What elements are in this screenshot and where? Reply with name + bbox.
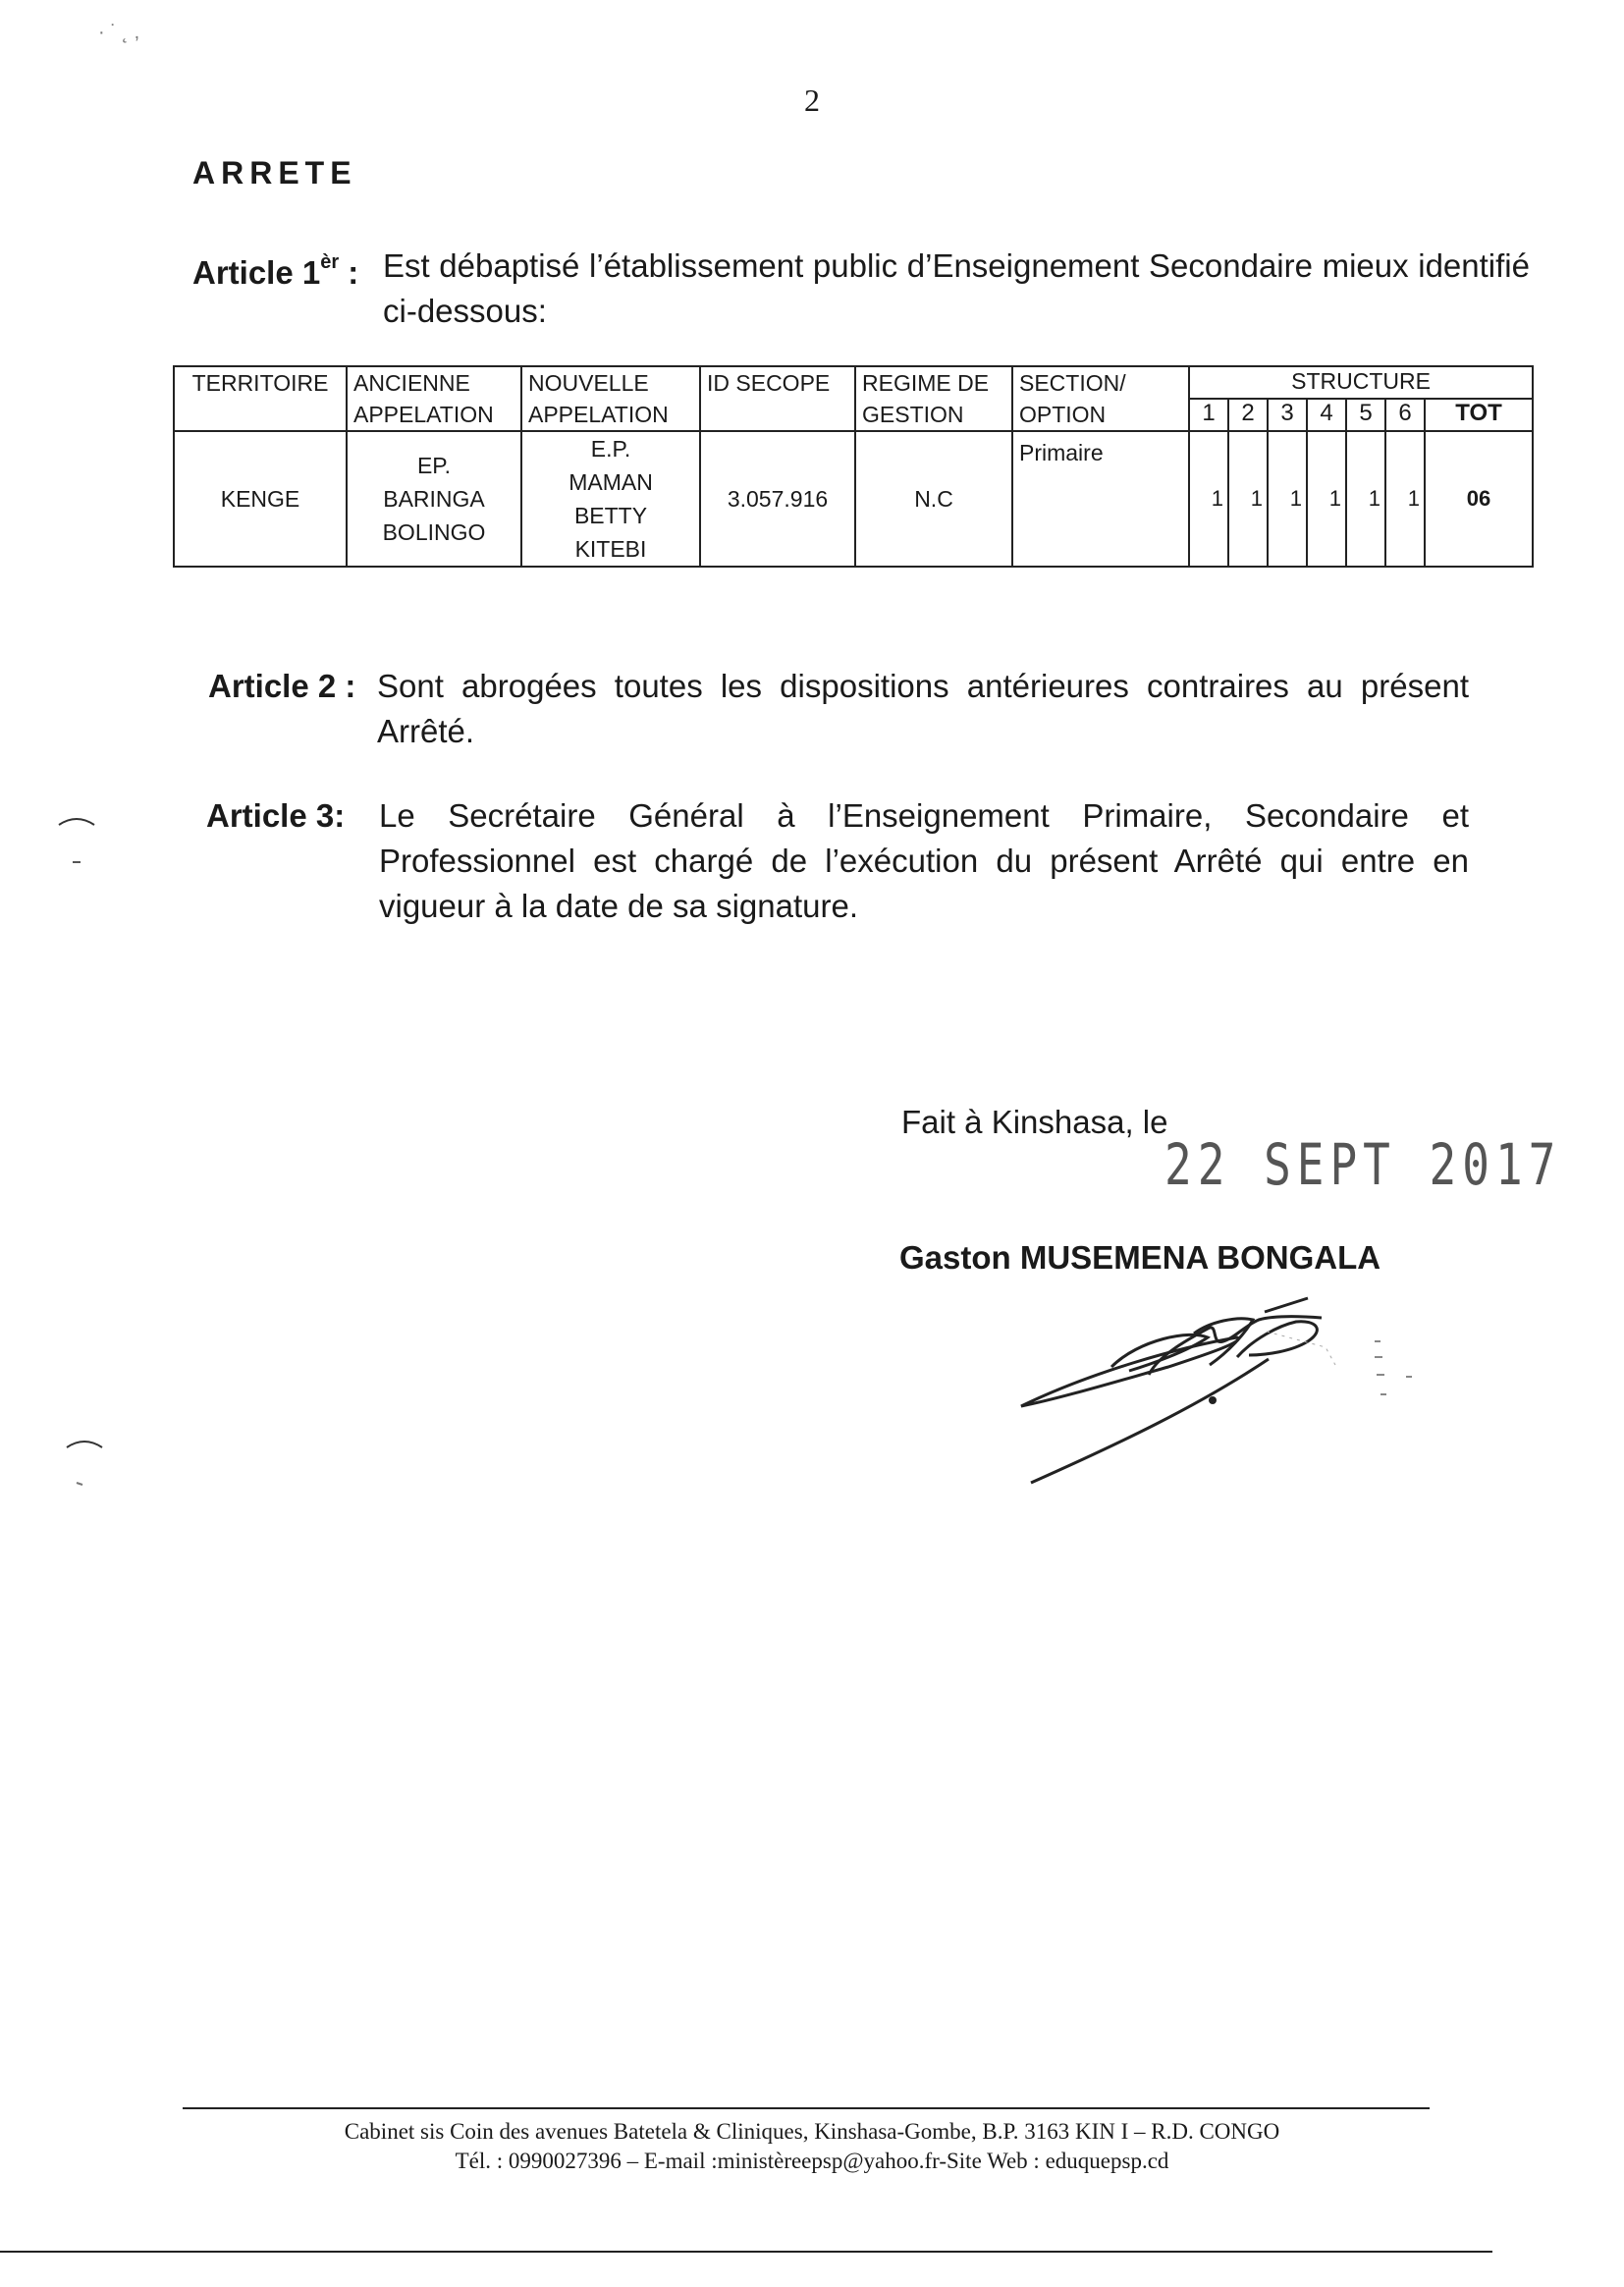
page-title: ARRETE <box>192 155 357 191</box>
header-structure-6: 6 <box>1385 399 1425 431</box>
cell-structure-6: 1 <box>1385 431 1425 567</box>
cell-structure-4: 1 <box>1307 431 1346 567</box>
cell-ancienne-appelation: EP. BARINGA BOLINGO <box>347 431 521 567</box>
header-structure-5: 5 <box>1346 399 1385 431</box>
place-date-label: Fait à Kinshasa, le <box>901 1104 1168 1140</box>
cell-id-secope: 3.057.916 <box>700 431 855 567</box>
cell-tot: 06 <box>1425 431 1533 567</box>
punch-hole-mark <box>63 1434 106 1497</box>
header-section-option: SECTION/ OPTION <box>1012 366 1189 431</box>
header-structure-2: 2 <box>1228 399 1268 431</box>
article-1-text: Est débaptisé l’établissement public d’Enseignement Secondaire mieux identifié ci-dessous: <box>383 247 1530 329</box>
header-structure-3: 3 <box>1268 399 1307 431</box>
cell-territoire: KENGE <box>174 431 347 567</box>
header-tot: TOT <box>1425 399 1533 431</box>
header-structure: STRUCTURE <box>1189 366 1533 399</box>
punch-hole-mark <box>55 811 98 875</box>
article-2 <box>208 664 1469 762</box>
header-ancienne-appelation: ANCIENNE APPELATION <box>347 366 521 431</box>
article-1-label: Article $1^{èr}$ : <box>192 251 359 291</box>
signatory-name: Gaston MUSEMENA BONGALA <box>899 1239 1381 1276</box>
cell-regime-gestion: N.C <box>855 431 1012 567</box>
cell-structure-3: 1 <box>1268 431 1307 567</box>
cell-structure-5: 1 <box>1346 431 1385 567</box>
article-3-label: Article 3: <box>206 797 346 834</box>
cell-nouvelle-appelation: E.P. MAMAN BETTY KITEBI <box>521 431 700 567</box>
page-bottom-edge <box>0 2251 1492 2253</box>
article-2-label: Article 2 : <box>208 668 356 704</box>
header-nouvelle-appelation: NOUVELLE APPELATION <box>521 366 700 431</box>
page-number: 2 <box>804 82 820 118</box>
header-structure-4: 4 <box>1307 399 1346 431</box>
school-table <box>173 365 1534 568</box>
handwritten-signature <box>1001 1286 1434 1497</box>
footer-contact: Tél. : 0990027396 – E-mail :ministèreepsp@yahoo.fr-Site Web : eduquepsp.cd <box>455 2149 1169 2173</box>
footer-divider <box>183 2107 1430 2109</box>
article-3 <box>206 793 1469 941</box>
article-3-text: Le Secrétaire Général à l’Enseignement Primaire, Secondaire et Professionnel est chargé de l’exécution du présent Arrêté qui entre en vigueur à la date de sa signature. <box>379 797 1469 924</box>
scan-mark: · ˙ ˛ , <box>98 22 140 43</box>
cell-structure-2: 1 <box>1228 431 1268 567</box>
header-structure-1: 1 <box>1189 399 1228 431</box>
article-1 <box>192 244 1534 342</box>
footer-address: Cabinet sis Coin des avenues Batetela & Cliniques, Kinshasa-Gombe, B.P. 3163 KIN I – R.D. CONGO <box>344 2119 1280 2144</box>
header-territoire: TERRITOIRE <box>174 366 347 431</box>
cell-structure-1: 1 <box>1189 431 1228 567</box>
article-2-text: Sont abrogées toutes les dispositions antérieures contraires au présent Arrêté. <box>377 668 1469 749</box>
cell-section-option: Primaire <box>1012 431 1189 567</box>
date-stamp: 22 SEPT 2017 <box>1164 1131 1562 1198</box>
table-row <box>174 431 1533 567</box>
article-1-label-sup: èr <box>320 251 340 273</box>
header-regime-gestion: REGIME DE GESTION <box>855 366 1012 431</box>
header-id-secope: ID SECOPE <box>700 366 855 431</box>
